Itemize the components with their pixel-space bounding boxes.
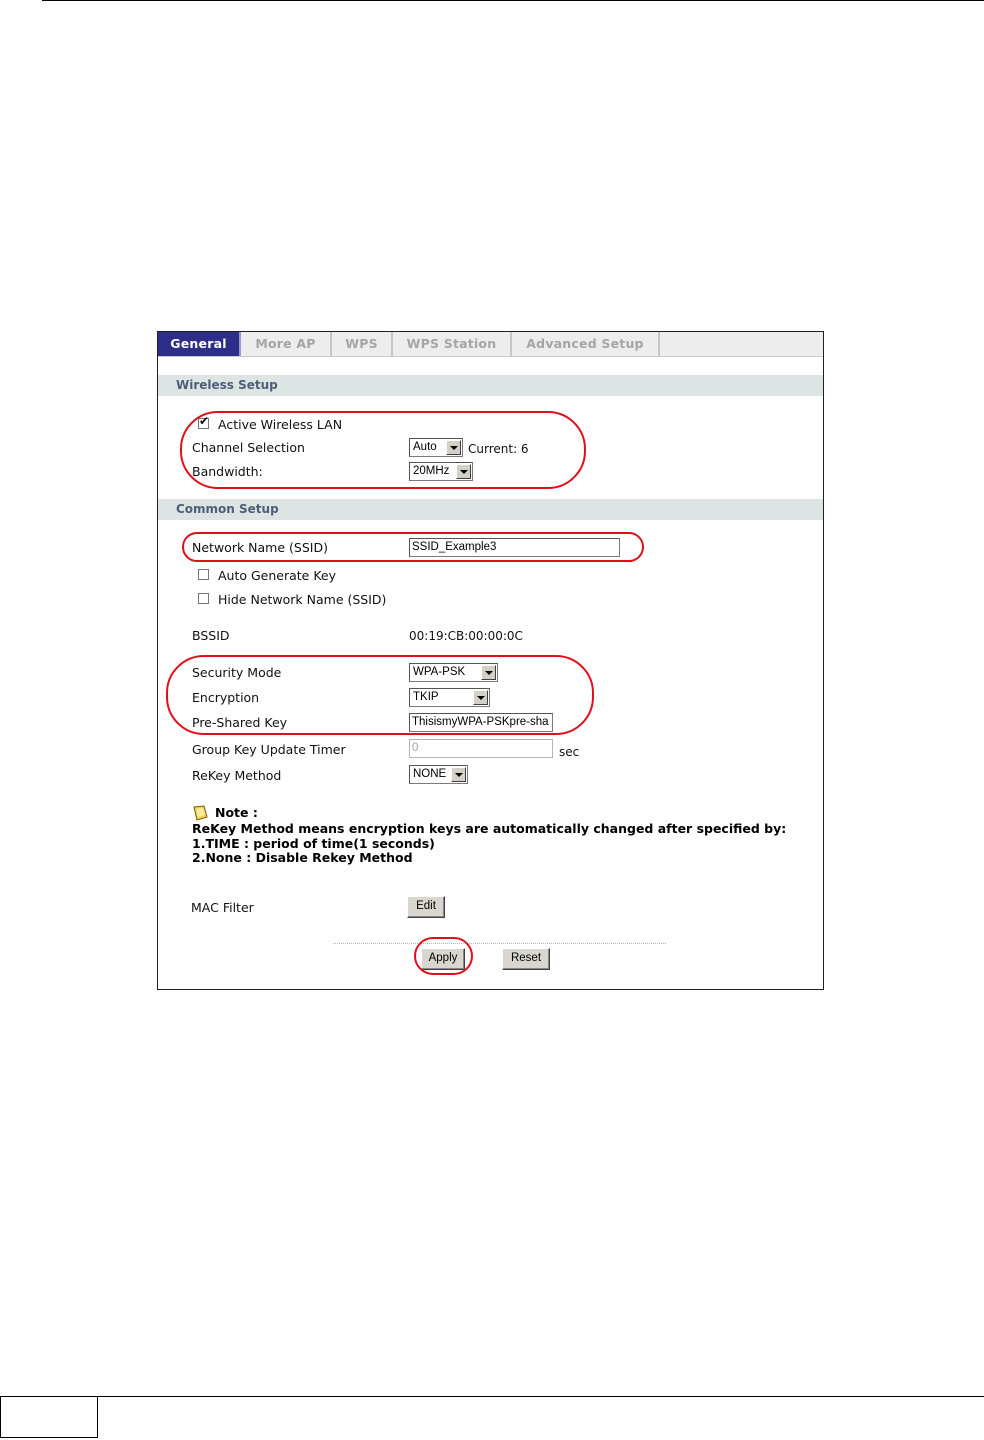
hide-ssid-checkbox[interactable] bbox=[198, 593, 209, 604]
security-mode-select[interactable] bbox=[409, 663, 498, 682]
group-key-timer-unit: sec bbox=[559, 745, 580, 759]
wireless-settings-panel bbox=[157, 331, 824, 990]
channel-select[interactable] bbox=[409, 438, 463, 457]
chevron-down-icon bbox=[473, 690, 488, 705]
group-key-timer-label: Group Key Update Timer bbox=[192, 742, 346, 757]
bssid-label: BSSID bbox=[192, 628, 230, 643]
channel-selection-label: Channel Selection bbox=[192, 440, 305, 455]
chevron-down-icon bbox=[456, 464, 471, 479]
note-line-1: ReKey Method means encryption keys are automatically changed after specified by: bbox=[192, 821, 787, 836]
divider bbox=[333, 943, 666, 944]
tab-wps[interactable]: WPS bbox=[332, 332, 393, 356]
psk-input[interactable]: ThisismyWPA-PSKpre-sha bbox=[409, 713, 553, 732]
page-top-rule bbox=[42, 0, 984, 1]
tab-general[interactable]: General bbox=[158, 332, 241, 356]
auto-generate-key-label: Auto Generate Key bbox=[218, 568, 337, 583]
apply-button[interactable]: Apply bbox=[421, 948, 465, 970]
current-channel: Current: 6 bbox=[468, 442, 529, 456]
tab-more-ap[interactable]: More AP bbox=[241, 332, 332, 356]
bandwidth-select-value: 20MHz bbox=[413, 465, 450, 477]
section-title: Common Setup bbox=[176, 502, 279, 516]
note-line-3: 2.None : Disable Rekey Method bbox=[192, 850, 413, 865]
tab-bar bbox=[158, 332, 823, 357]
auto-generate-key-checkbox[interactable] bbox=[198, 569, 209, 580]
note-icon bbox=[192, 805, 210, 821]
psk-label: Pre-Shared Key bbox=[192, 715, 288, 730]
page-bottom-rule bbox=[0, 1396, 984, 1397]
ssid-label: Network Name (SSID) bbox=[192, 540, 328, 555]
active-wireless-lan-label: Active Wireless LAN bbox=[218, 417, 343, 432]
reset-button[interactable]: Reset bbox=[502, 948, 550, 970]
bandwidth-select[interactable] bbox=[409, 462, 473, 481]
bssid-value: 00:19:CB:00:00:0C bbox=[409, 629, 523, 643]
hide-ssid-label: Hide Network Name (SSID) bbox=[218, 592, 387, 607]
page-number-box bbox=[0, 1396, 98, 1438]
encryption-label: Encryption bbox=[192, 690, 260, 705]
tab-advanced-setup[interactable]: Advanced Setup bbox=[512, 332, 660, 356]
rekey-method-value: NONE bbox=[413, 768, 447, 780]
group-key-timer-input[interactable]: 0 bbox=[409, 739, 553, 758]
mac-filter-edit-button[interactable]: Edit bbox=[407, 896, 445, 918]
common-setup-header bbox=[158, 499, 823, 520]
wireless-setup-header bbox=[158, 375, 823, 396]
channel-select-value: Auto bbox=[413, 441, 437, 453]
security-mode-value: WPA-PSK bbox=[413, 666, 466, 678]
mac-filter-label: MAC Filter bbox=[191, 900, 254, 915]
encryption-select[interactable] bbox=[409, 688, 490, 707]
ssid-input[interactable]: SSID_Example3 bbox=[409, 538, 620, 557]
tab-wps-station[interactable]: WPS Station bbox=[393, 332, 512, 356]
bandwidth-label: Bandwidth: bbox=[192, 464, 263, 479]
chevron-down-icon bbox=[446, 440, 461, 455]
security-mode-label: Security Mode bbox=[192, 665, 282, 680]
note-line-2: 1.TIME : period of time(1 seconds) bbox=[192, 836, 435, 851]
rekey-method-label: ReKey Method bbox=[192, 768, 282, 783]
chevron-down-icon bbox=[451, 767, 466, 782]
active-wireless-lan-checkbox[interactable] bbox=[198, 414, 210, 429]
chevron-down-icon bbox=[481, 665, 496, 680]
encryption-value: TKIP bbox=[413, 691, 439, 703]
note-title: Note : bbox=[215, 805, 258, 820]
section-title: Wireless Setup bbox=[176, 378, 278, 392]
rekey-method-select[interactable] bbox=[409, 765, 468, 784]
checkmark-icon: ✔ bbox=[199, 414, 210, 428]
